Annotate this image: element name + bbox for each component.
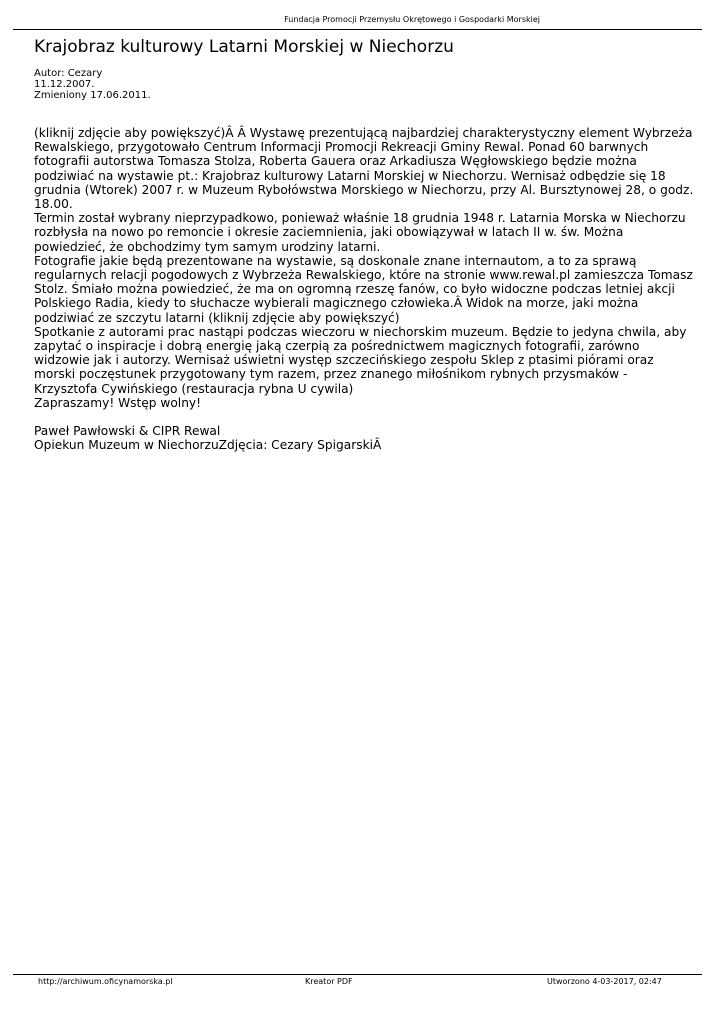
article-meta xyxy=(34,68,151,101)
article-title: Krajobraz kulturowy Latarni Morskiej w Niechorzu xyxy=(34,37,454,57)
header-divider xyxy=(13,29,702,30)
article-body xyxy=(34,126,694,452)
footer-created: Utworzono 4-03-2017, 02:47 xyxy=(547,977,662,986)
paragraph-2: Termin został wybrany nieprzypadkowo, ponieważ właśnie 18 grudnia 1948 r. Latarnia Morska w Niechorzu rozbłysła na nowo po remoncie i okresie zaciemnienia, jaki obowiązywał w latach II w. św. Można powiedzieć, że obchodzimy tym samym urodziny latarni. xyxy=(34,211,686,254)
publish-date: 11.12.2007. xyxy=(34,79,95,90)
publisher-header: Fundacja Promocji Przemysłu Okrętowego i Gospodarki Morskiej xyxy=(284,15,540,24)
paragraph-1: (kliknij zdjęcie aby powiększyć)Â Â Wystawę prezentującą najbardziej charakterystyczny element Wybrzeża Rewalskiego, przygotowało Centrum Informacji Promocji Rekreacji Gminy Rewal. Ponad 60 barwnych fotografii autorstwa Tomasza Stolza, Roberta Gauera oraz Arkadiusza Węgłowskiego będzie można podziwiać na wystawie pt.: Krajobraz kulturowy Latarni Morskiej w Niechorzu. Wernisaż odbędzie się 18 grudnia (Wtorek) 2007 r. w Muzeum Rybołówstwa Morskiego w Niechorzu, przy Al. Bursztynowej 28, o godz. 18.00. xyxy=(34,126,694,212)
author-line: Autor: Cezary xyxy=(34,68,103,79)
signature-name: Paweł Pawłowski & CIPR Rewal xyxy=(34,424,221,439)
signature-role: Opiekun Muzeum w NiechorzuZdjęcia: Cezary SpigarskiÂ xyxy=(34,438,382,453)
modified-date: Zmieniony 17.06.2011. xyxy=(34,90,151,101)
footer-generator: Kreator PDF xyxy=(305,977,353,986)
paragraph-gap xyxy=(34,410,694,424)
paragraph-5: Zapraszamy! Wstęp wolny! xyxy=(34,395,202,410)
paragraph-3: Fotografie jakie będą prezentowane na wystawie, są doskonale znane internautom, a to za sprawą regularnych relacji pogodowych z Wybrzeża Rewalskiego, które na stronie www.rewal.pl zamieszcza Tomasz Stolz. Śmiało można powiedzieć, że ma on ogromną rzeszę fanów, co było widoczne podczas letniej akcji Polskiego Radia, kiedy to słuchacze wybierali magicznego człowieka.Â Widok na morze, jaki można podziwiać ze szczytu latarni (kliknij zdjęcie aby powiększyć) xyxy=(34,253,693,325)
footer-divider xyxy=(13,974,702,975)
paragraph-4: Spotkanie z autorami prac nastąpi podczas wieczoru w niechorskim muzeum. Będzie to jedyna chwila, aby zapytać o inspiracje i dobrą energię jaką czerpią za pośrednictwem magicznych fotografii, zarówno widzowie jak i autorzy. Wernisaż uświetni występ szczecińskiego zespołu Sklep z ptasimi piórami oraz morski poczęstunek przygotowany tym razem, przez znanego miłośnikom rybnych przysmaków - Krzysztofa Cywińskiego (restauracja rybna U cywila) xyxy=(34,324,687,396)
footer-url: http://archiwum.oficynamorska.pl xyxy=(38,977,173,986)
